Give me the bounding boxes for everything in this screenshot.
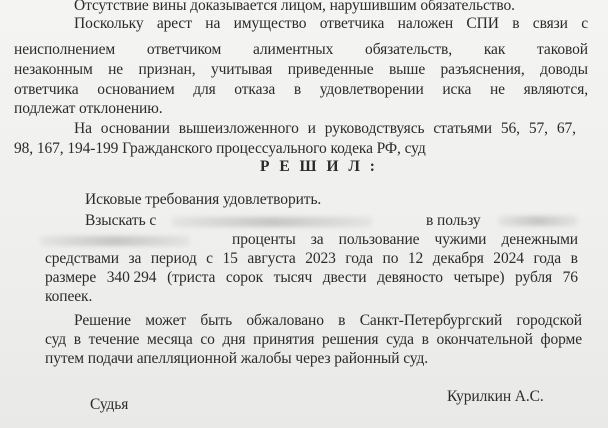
- word: не: [489, 81, 505, 98]
- word: в: [338, 312, 346, 329]
- word: рубля: [515, 269, 553, 286]
- word: в: [293, 81, 302, 98]
- word: двести: [322, 269, 367, 286]
- para2-line2: 98, 167, 194-199 Гражданского процессуального кодека РФ, суд: [14, 140, 426, 157]
- word: 15: [222, 250, 238, 267]
- word: 2023: [305, 250, 336, 267]
- word: неисполнением: [14, 41, 116, 58]
- redacted-defendant-name: [172, 217, 372, 227]
- collect-line2: [232, 231, 578, 249]
- word: денежными: [501, 231, 578, 248]
- word: с: [581, 15, 588, 32]
- word: (триста: [167, 269, 216, 286]
- word: основании: [100, 120, 170, 137]
- word: арест: [156, 15, 192, 32]
- word: связи: [532, 15, 568, 32]
- word: обжаловано: [246, 312, 324, 329]
- collect-line3: [45, 250, 578, 268]
- word: и: [307, 120, 316, 137]
- word: решения: [321, 331, 379, 348]
- para1-line4: [14, 81, 588, 99]
- para1-line3: [14, 61, 588, 79]
- word: девяносто: [377, 269, 443, 286]
- word: являются,: [523, 81, 588, 98]
- word: со: [200, 331, 215, 348]
- word: сорок: [225, 269, 264, 286]
- word: таковой: [537, 41, 588, 58]
- word: средствами: [45, 250, 119, 267]
- word: отказа: [234, 81, 276, 98]
- word: года: [533, 250, 562, 267]
- para1-line1: [74, 15, 588, 33]
- word: 76: [562, 269, 578, 286]
- word: проценты: [232, 231, 296, 248]
- collect-line1: [85, 212, 156, 230]
- word: пользование: [338, 231, 420, 248]
- word: учитывая: [210, 61, 273, 78]
- word: городской: [516, 312, 582, 329]
- word: 56,: [500, 120, 520, 137]
- word: принятия: [253, 331, 315, 348]
- word: с: [206, 250, 213, 267]
- word: в: [512, 15, 520, 32]
- word: Санкт-Петербургский: [359, 312, 503, 329]
- claims-satisfied: Исковые требования удовлетворить.: [85, 191, 322, 208]
- word: алиментных: [252, 41, 334, 58]
- word: окончательной: [436, 331, 533, 348]
- word: в: [421, 331, 429, 348]
- word: удовлетворении: [319, 81, 424, 98]
- word: месяца: [147, 331, 193, 348]
- word: тысяч: [273, 269, 313, 286]
- word: На: [74, 120, 92, 137]
- para1-line2: [14, 41, 588, 59]
- word: приведенные: [287, 61, 374, 78]
- word: незаконным: [14, 61, 93, 78]
- word: руководствуясь: [324, 120, 425, 137]
- word: 2024: [493, 250, 524, 267]
- word: суда: [386, 331, 414, 348]
- word: разъяснения,: [440, 61, 525, 78]
- judge-label: Судья: [90, 396, 129, 413]
- collect-prefix: Взыскать с: [85, 212, 157, 229]
- word: признан,: [138, 61, 196, 78]
- para1-line5: подлежат отклонению.: [14, 100, 163, 117]
- word: иска: [442, 81, 472, 98]
- collect-in-favor: в пользу: [426, 212, 481, 229]
- word: выше: [388, 61, 426, 78]
- word: основанием: [97, 81, 175, 98]
- appeal-line1: [74, 312, 582, 330]
- word: за: [310, 231, 324, 248]
- word: декабря: [432, 250, 484, 267]
- word: может: [145, 312, 187, 329]
- word: в: [570, 250, 578, 267]
- word: ответчика: [14, 81, 79, 98]
- word: на: [205, 15, 221, 32]
- line-top: Отсутствие вины доказывается лицом, нарушившим обязательство.: [74, 0, 515, 14]
- word: года: [345, 250, 373, 267]
- collect-line4: [45, 269, 578, 287]
- redacted-plaintiff-name-1: [498, 216, 578, 226]
- word: четыре): [453, 269, 505, 286]
- word: по: [382, 250, 399, 267]
- word: 57,: [528, 120, 548, 137]
- judge-name: Курилкин А.С.: [447, 388, 544, 405]
- word: течение: [88, 331, 140, 348]
- redacted-plaintiff-name-2: [40, 236, 190, 246]
- word: Поскольку: [74, 15, 144, 32]
- word: доводы: [540, 61, 588, 78]
- word: форме: [540, 331, 582, 348]
- word: в: [73, 331, 81, 348]
- word: вышеизложенного: [178, 120, 299, 137]
- decision-heading: Р Е Ш И Л :: [260, 158, 378, 175]
- word: ответчика: [319, 15, 385, 32]
- word: дня: [222, 331, 246, 348]
- word: статьями: [433, 120, 492, 137]
- para2-line1: [74, 120, 576, 138]
- word: суд: [45, 331, 67, 348]
- word: 340 294: [106, 269, 157, 286]
- word: обязательств,: [365, 41, 453, 58]
- word: для: [193, 81, 216, 98]
- appeal-line3: путем подачи апелляционной жалобы через районный суд.: [45, 350, 429, 367]
- appeal-line2: [45, 331, 582, 349]
- word: наложен: [397, 15, 454, 32]
- word: быть: [200, 312, 233, 329]
- word: ответчиком: [146, 41, 222, 58]
- word: августа: [247, 250, 296, 267]
- word: имущество: [233, 15, 307, 32]
- word: не: [108, 61, 124, 78]
- collect-line5: копеек.: [45, 288, 93, 305]
- word: 12: [407, 250, 424, 267]
- word: чужими: [434, 231, 487, 248]
- word: Решение: [74, 312, 131, 329]
- word: размере: [45, 269, 97, 286]
- word: как: [483, 41, 506, 58]
- word: период: [150, 250, 197, 267]
- word: 67,: [556, 120, 576, 137]
- word: СПИ: [466, 15, 499, 32]
- word: за: [128, 250, 142, 267]
